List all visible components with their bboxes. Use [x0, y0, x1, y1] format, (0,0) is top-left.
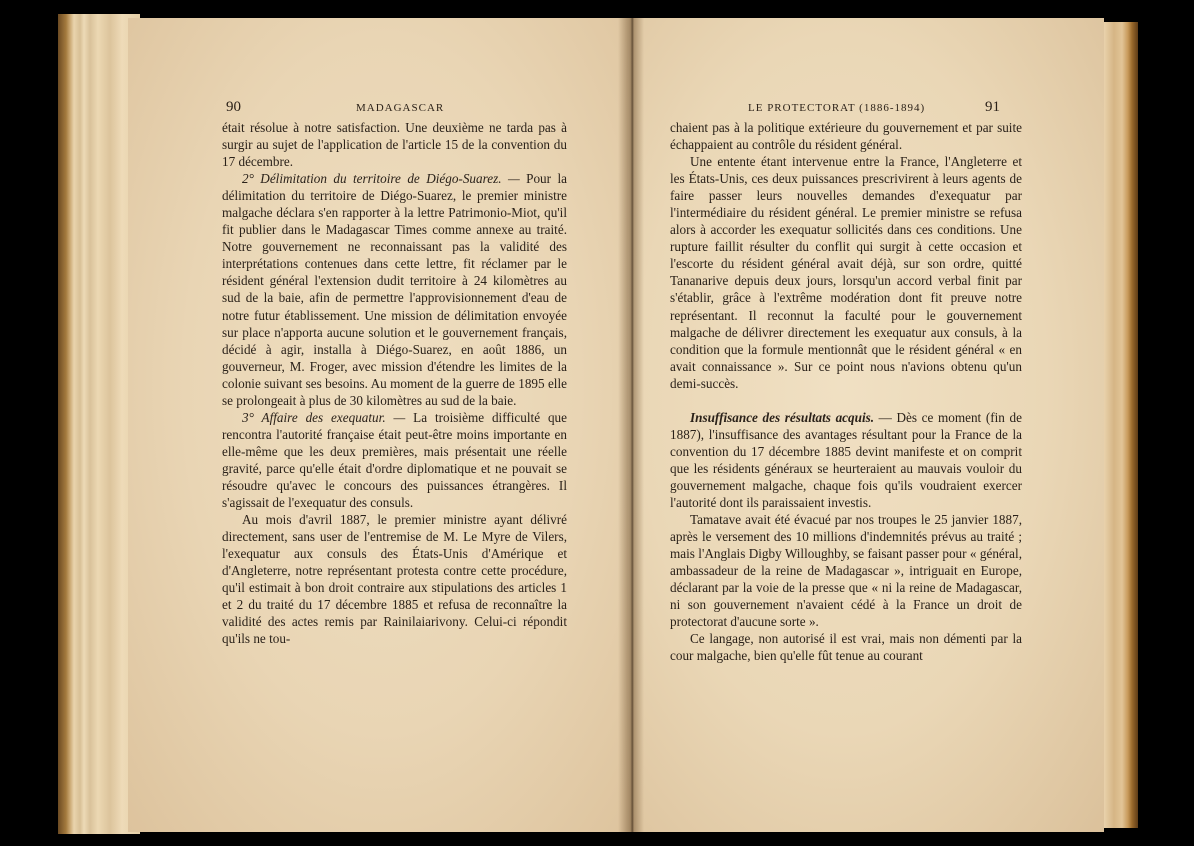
- left-page-number: 90: [226, 99, 241, 115]
- book-gutter: [618, 18, 644, 832]
- right-page-edges: [1104, 22, 1138, 828]
- paragraph: Ce langage, non autorisé il est vrai, mais non démenti par la cour malgache, bien qu'elle fût tenue au courant: [670, 631, 1022, 664]
- left-running-head: MADAGASCAR: [356, 102, 445, 114]
- paragraph: 3° Affaire des exequatur. — La troisième difficulté que rencontra l'autorité française était peut-être moins importante en elle-même que les deux premières, mais présentait une réelle gravité, parce qu'elle était d'ordre diplomatique et ne pouvait se résoudre qu'avec le concours des puissances étrangères. Il s'agissait de l'exequatur des consuls.: [222, 409, 567, 511]
- paragraph: Insuffisance des résultats acquis. — Dès ce moment (fin de 1887), l'insuffisance des avantages résultant pour la France de la convention du 17 décembre 1885 devint manifeste et on comprit que les résidents généraux se heurteraient au mauvais vouloir du gouvernement malgache, chaque fois qu'ils voudraient exercer l'autorité dont ils paraissaient investis.: [670, 409, 1022, 510]
- right-running-head: LE PROTECTORAT (1886-1894): [748, 102, 926, 114]
- section-heading: 3° Affaire des exequatur. —: [242, 409, 406, 425]
- paragraph: 2° Délimitation du territoire de Diégo-Suarez. — Pour la délimitation du territoire de Diégo-Suarez, le premier ministre malgache déclara s'en rapporter à la lettre Patrimonio-Miot, qu'il fit publier dans le Madagascar Times comme annexe au traité. Notre gouvernement ne reconnaissant pas la validité des interprétations contenues dans cette lettre, fit réclamer par le résident général l'extension dudit territoire à 24 kilomètres au sud de la baie, afin de permettre l'approvisionnement d'eau de notre futur établissement. Une mission de délimitation envoyée sur place n'apporta aucune solution et le gouvernement français, décidé à agir, installa à Diégo-Suarez, en août 1886, un gouverneur, M. Froger, avec mission d'étendre les limites de la colonie suivant ses besoins. Au moment de la guerre de 1895 elle se prolongeait à plus de 30 kilomètres au sud de la baie.: [222, 171, 567, 408]
- paragraph: Au mois d'avril 1887, le premier ministre ayant délivré directement, sans user de l'entremise de M. Le Myre de Vilers, l'exequatur aux consuls des États-Unis d'Amérique et d'Angleterre, notre représentant protesta contre cette procédure, qu'il estimait à bon droit contraire aux stipulations des articles 1 et 2 du traité du 17 décembre 1885 et refusa de reconnaître la validité des actes remis par Rainilaiarivony. Celui-ci répondit qu'ils ne tou-: [222, 512, 567, 647]
- section-heading: 2° Délimitation du territoire de Diégo-Suarez. —: [242, 171, 520, 187]
- left-page-text: [222, 119, 567, 647]
- paragraph: chaient pas à la politique extérieure du gouvernement et par suite échappaient au contrôle du résident général.: [670, 120, 1022, 153]
- right-page-number: 91: [985, 99, 1000, 115]
- paragraph: était résolue à notre satisfaction. Une deuxième ne tarda pas à surgir au sujet de l'application de l'article 15 de la convention du 17 décembre.: [222, 120, 567, 170]
- paragraph: Une entente étant intervenue entre la France, l'Angleterre et les États-Unis, ces deux puissances prescrivirent à leurs agents de faire passer leurs nouvelles demandes d'exequatur par l'intermédiaire du résident général. Le premier ministre se refusa alors à accorder les exequatur sollicités dans ces conditions. Une rupture faillit résulter du conflit qui surgit à cette occasion et l'escorte du résident général avait déjà, sur son ordre, quitté Tananarive depuis deux jours, lorsqu'un accord verbal finit par s'établir, grâce à l'extrême modération dont fit preuve notre représentant. Il reconnut la faculté pour le gouvernement malgache de délivrer directement les exequatur aux consuls, à la condition que la formule mentionnât que le résident général « en avait connaissance ». Sur ce point nous n'avions obtenu qu'un demi-succès.: [670, 154, 1022, 391]
- paragraph: Tamatave avait été évacué par nos troupes le 25 janvier 1887, après le versement des 10 millions d'indemnités prévus au traité ; mais l'Anglais Digby Willoughby, se faisant passer pour « général, ambassadeur de la reine de Madagascar », intriguait en Europe, déclarant par la voie de la presse que « ni la reine de Madagascar, ni son gouvernement n'avaient cédé à la France un droit de protectorat d'aucune sorte ».: [670, 512, 1022, 630]
- right-page-text: [670, 119, 1022, 664]
- section-heading: Insuffisance des résultats acquis.: [690, 409, 875, 425]
